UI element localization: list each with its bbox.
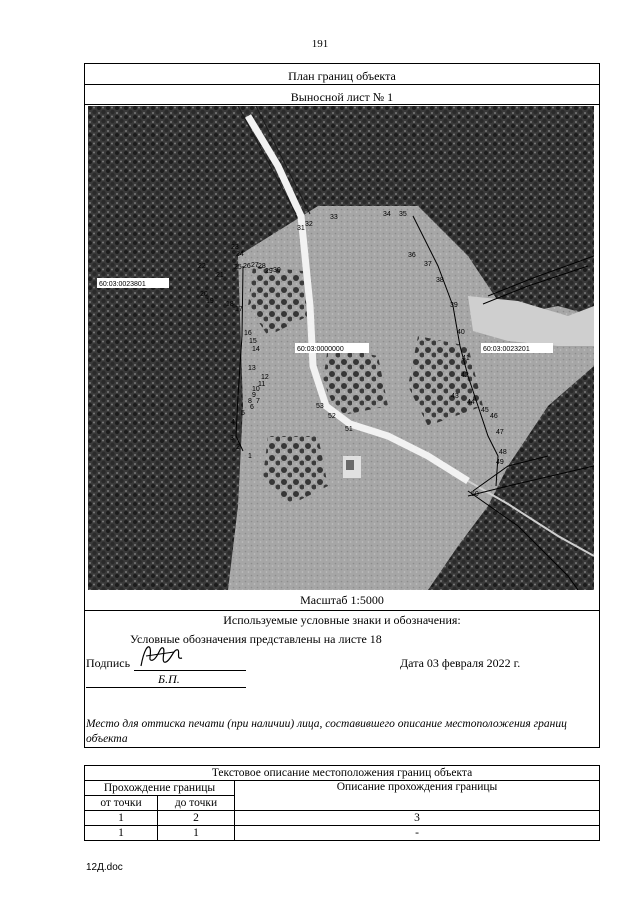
point-5: 5 (241, 410, 245, 417)
cell-desc: 3 (235, 811, 600, 826)
name-line (86, 687, 246, 688)
point-27: 27 (251, 262, 259, 269)
svg-text:60:03:0023801: 60:03:0023801 (99, 281, 146, 288)
sheet-title: Выносной лист № 1 (290, 90, 394, 104)
table-row (85, 811, 600, 826)
point-3: 3 (230, 435, 234, 442)
aerial-map (88, 106, 594, 590)
parcel-label-60-03-0000000 (295, 343, 369, 353)
point-22: 22 (198, 263, 206, 270)
col-to-header: до точки (158, 796, 235, 811)
point-13: 13 (248, 365, 256, 372)
point-37: 37 (424, 261, 432, 268)
signature-date: Дата 03 февраля 2022 г. (400, 656, 521, 670)
point-29: 29 (265, 268, 273, 275)
point-7: 7 (256, 398, 260, 405)
point-42: 42 (461, 372, 469, 379)
point-53: 53 (316, 403, 324, 410)
point-40: 40 (457, 329, 465, 336)
point-51: 51 (345, 426, 353, 433)
point-2: 2 (236, 444, 240, 451)
point-36: 36 (408, 252, 416, 259)
point-21: 21 (216, 272, 224, 279)
point-47: 47 (496, 429, 504, 436)
point-8: 8 (248, 398, 252, 405)
svg-text:60:03:0000000: 60:03:0000000 (297, 346, 344, 353)
point-46: 46 (490, 413, 498, 420)
point-34: 34 (383, 211, 391, 218)
point-49: 49 (496, 459, 504, 466)
point-17: 17 (235, 306, 243, 313)
point-31: 31 (297, 225, 305, 232)
point-16: 16 (244, 330, 252, 337)
point-35: 35 (399, 211, 407, 218)
point-45: 45 (481, 407, 489, 414)
parcel-label-60-03-0023201 (481, 343, 553, 353)
point-33: 33 (330, 214, 338, 221)
point-20: 20 (200, 291, 208, 298)
point-4: 4 (231, 419, 235, 426)
point-9: 9 (252, 392, 256, 399)
svg-text:60:03:0023201: 60:03:0023201 (483, 346, 530, 353)
point-50: 50 (471, 491, 479, 498)
point-11: 11 (258, 381, 266, 388)
point-23: 23 (231, 244, 239, 251)
point-41: 41 (462, 355, 470, 362)
parcel-label-60-03-0023801 (97, 278, 169, 288)
point-43: 43 (451, 393, 459, 400)
signature-name: Б.П. (158, 672, 180, 686)
point-30: 30 (273, 267, 281, 274)
point-12: 12 (261, 374, 269, 381)
point-48: 48 (499, 449, 507, 456)
cell-from: 1 (85, 826, 158, 841)
point-39: 39 (450, 302, 458, 309)
point-24: 24 (236, 251, 244, 258)
point-14: 14 (252, 346, 260, 353)
footer-filename: 12Д.doc (86, 862, 123, 873)
point-25: 25 (234, 264, 242, 271)
point-10: 10 (252, 386, 260, 393)
legend-title: Используемые условные знаки и обозначения: (223, 613, 461, 627)
cell-from: 1 (85, 811, 158, 826)
signature-label: Подпись (86, 656, 131, 670)
point-32: 32 (305, 221, 313, 228)
point-6: 6 (250, 404, 254, 411)
signature-line (134, 670, 246, 671)
cell-to: 2 (158, 811, 235, 826)
point-44: 44 (467, 399, 475, 406)
seal-note: Место для оттиска печати (при наличии) лица, составившего описание местоположения границ объекта (86, 718, 567, 745)
map-scale: Масштаб 1:5000 (300, 593, 384, 607)
page-number: 191 (311, 38, 329, 50)
point-19: 19 (206, 298, 214, 305)
plan-title: План границ объекта (288, 69, 396, 83)
boundary-description-table (84, 765, 600, 841)
col-from-header: от точки (85, 796, 158, 811)
table-title: Текстовое описание местоположения границ объекта (85, 766, 600, 781)
legend-text: Условные обозначения представлены на листе 18 (130, 632, 382, 646)
col-group-header: Прохождение границы (85, 781, 235, 796)
point-28: 28 (258, 263, 266, 270)
cell-desc: - (235, 826, 600, 841)
point-15: 15 (249, 338, 257, 345)
cell-to: 1 (158, 826, 235, 841)
point-38: 38 (436, 277, 444, 284)
point-26: 26 (243, 263, 251, 270)
col-desc-header: Описание прохождения границы (235, 781, 600, 811)
point-18: 18 (226, 301, 234, 308)
table-row (85, 826, 600, 841)
point-1: 1 (248, 453, 252, 460)
point-52: 52 (328, 413, 336, 420)
